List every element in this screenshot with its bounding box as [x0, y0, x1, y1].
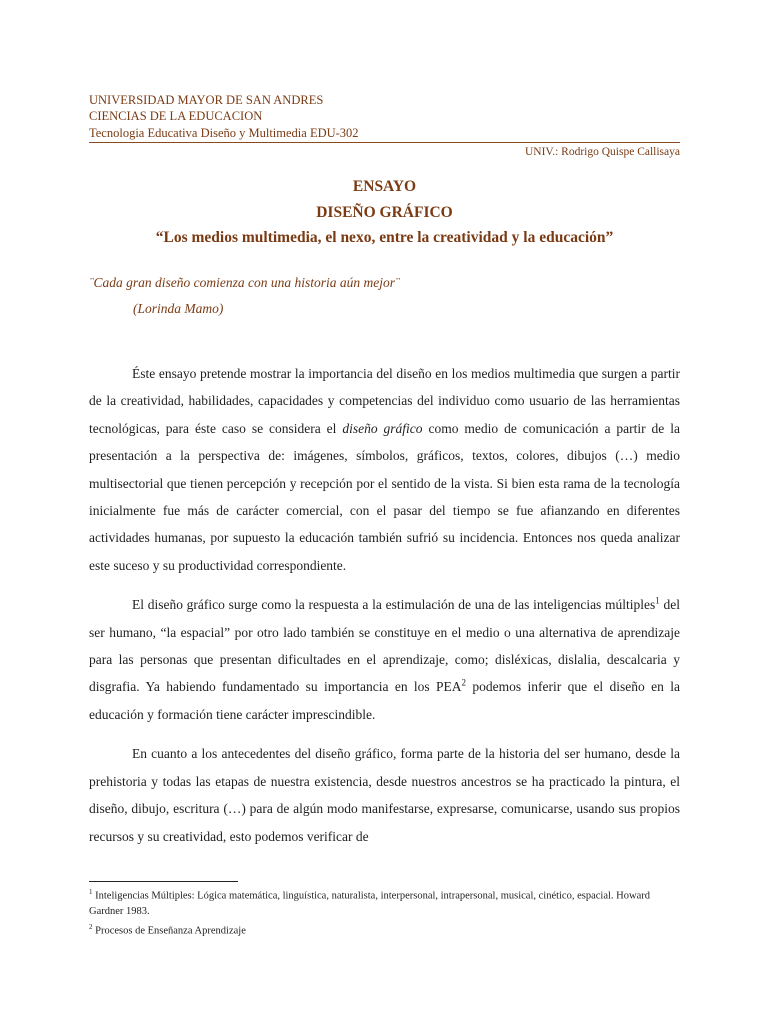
footnote-ref-2: 2 — [461, 677, 467, 688]
footnote-2-text: Procesos de Enseñanza Aprendizaje — [92, 925, 246, 936]
footnote-1-text: Inteligencias Múltiples: Lógica matemática, linguística, naturalista, interpersonal, intrapersonal, musical, cinético, espacial. Howard Gardner 1983. — [89, 890, 650, 917]
paragraph-1 — [89, 360, 680, 579]
title-essay: ENSAYO — [352, 178, 417, 195]
footnote-ref-1: 1 — [655, 595, 660, 606]
paragraph-2-text-b: del ser humano, “la espacial” por otro lado también se constituye en el medio o una alternativa de aprendizaje para las personas que presentan dificultades en el aprendizaje, como; disléxicas, dislalia, descalcaria y disgrafia. Ya habiendo fundamentado su importancia en los PEA — [89, 597, 680, 695]
header-course: Tecnologia Educativa Diseño y Multimedia EDU-302 — [89, 126, 359, 140]
title-main: “Los medios multimedia, el nexo, entre la creatividad y la educación” — [155, 229, 614, 246]
paragraph-1-text-b: como medio de comunicación a partir de la presentación a la perspectiva de: imágenes, símbolos, gráficos, textos, colores, dibujos (…) medio multisectorial que tienen percepción y recepción por el sentido de la vista. Si bien esta rama de la tecnología inicialmente fue más de carácter comercial, con el pasar del tiempo se fue afianzando en diferentes actividades humanas, por supuesto la educación también sufrió su incidencia. Entonces nos queda analizar este suceso y su productividad correspondiente. — [89, 420, 680, 573]
header-faculty: CIENCIAS DE LA EDUCACION — [89, 109, 263, 123]
footnote-2 — [89, 920, 680, 939]
title-subject: DISEÑO GRÁFICO — [316, 204, 453, 221]
essay-body — [89, 360, 680, 862]
paragraph-2-text-c: podemos inferir que el diseño en la educación y formación tiene carácter imprescindible. — [89, 679, 680, 722]
paragraph-1-emphasis: diseño gráfico — [342, 420, 423, 436]
paragraph-1-text-a: Éste ensayo pretende mostrar la importancia del diseño en los medios multimedia que surgen a partir de la creatividad, habilidades, capacidades y competencias del individuo como usuario de las herramientas tecnológicas, para éste caso se considera el — [89, 366, 680, 436]
paragraph-3-text: En cuanto a los antecedentes del diseño gráfico, forma parte de la historia del ser humano, desde la prehistoria y todas las etapas de nuestra existencia, desde nuestros ancestros se ha practicado la pintura, el diseño, dibujo, escritura (…) para de algún modo manifestarse, expresarse, comunicarse, usando sus propios recursos y su creatividad, esto podemos verificar de — [89, 746, 680, 844]
footnote-1 — [89, 885, 680, 920]
paragraph-2-text-a: El diseño gráfico surge como la respuesta a la estimulación de una de las inteligencias múltiples — [132, 597, 656, 613]
epigraph-author: (Lorinda Mamo) — [133, 301, 224, 316]
footnotes — [89, 885, 680, 939]
footnote-1-mark: 1 — [89, 888, 93, 896]
paragraph-3 — [89, 740, 680, 850]
footnote-divider — [89, 881, 238, 882]
footnote-2-mark: 2 — [89, 922, 93, 931]
header-university: UNIVERSIDAD MAYOR DE SAN ANDRES — [89, 93, 324, 107]
epigraph-quote: ¨Cada gran diseño comienza con una historia aún mejor¨ — [89, 275, 400, 290]
paragraph-2 — [89, 591, 680, 728]
header-divider — [89, 142, 680, 143]
header-author: UNIV.: Rodrigo Quispe Callisaya — [524, 146, 680, 158]
